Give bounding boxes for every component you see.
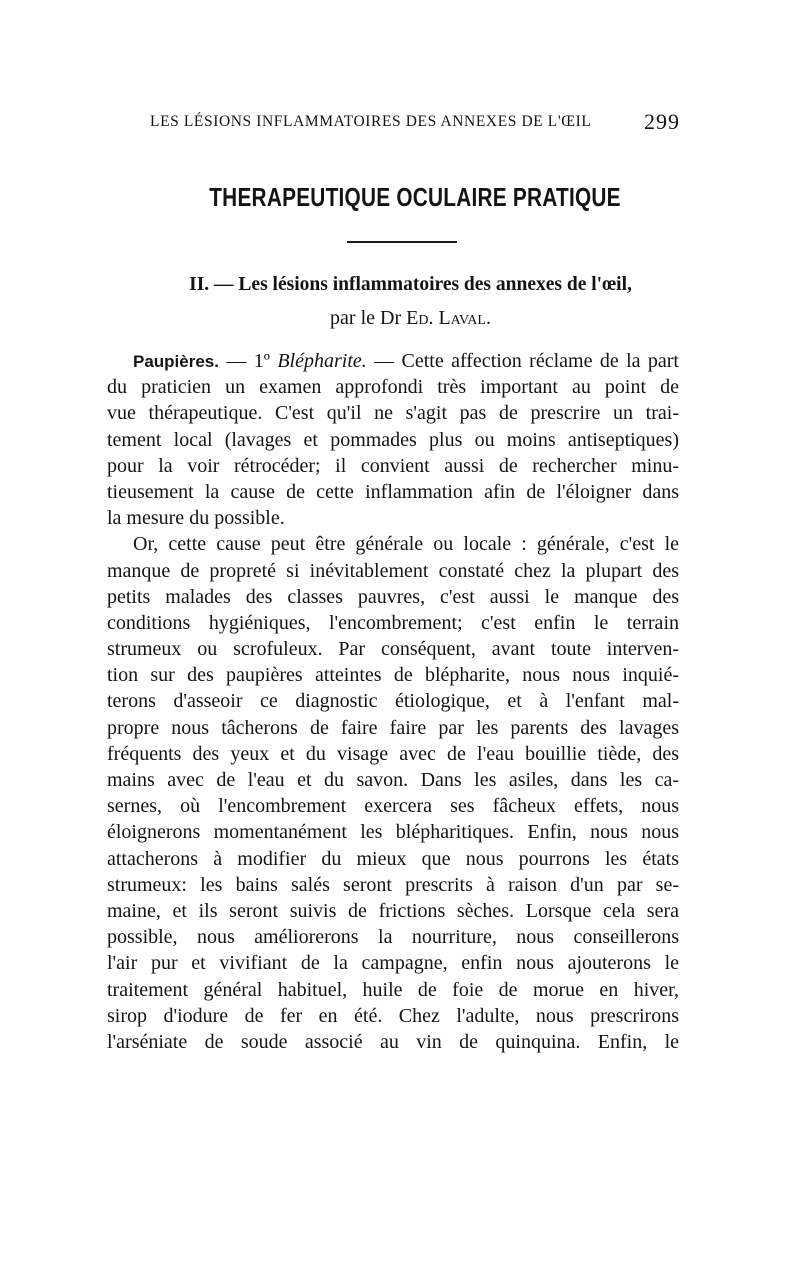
lead-label: Paupières.: [133, 352, 219, 371]
paragraph-line: tieusement la cause de cette inflammation afin de l'éloigner dans: [107, 480, 679, 503]
paragraph-line: Or, cette cause peut être générale ou locale : générale, c'est le: [133, 533, 679, 556]
paragraph-line: l'air pur et vivifiant de la campagne, enfin nous ajouterons le: [107, 952, 679, 975]
running-title: LES LÉSIONS INFLAMMATOIRES DES ANNEXES DE L'ŒIL: [150, 113, 592, 130]
paragraph-line: du praticien un examen approfondi très important au point de: [107, 376, 679, 399]
page-title: THERAPEUTIQUE OCULAIRE PRATIQUE: [209, 182, 621, 212]
paragraph-line: propre nous tâcherons de faire faire par les parents des lavages: [107, 716, 679, 739]
paragraph-line: attacherons à modifier du mieux que nous pourrons les états: [107, 847, 679, 870]
section-heading: II. — Les lésions inflammatoires des annexes de l'œil,: [189, 274, 632, 295]
paragraph-line: traitement général habituel, huile de foie de morue en hiver,: [107, 978, 679, 1001]
paragraph-line: éloignerons momentanément les blépharitiques. Enfin, nous nous: [107, 821, 679, 844]
body-text: [107, 348, 679, 1055]
paragraph-line: manque de propreté si inévitablement constaté chez la plupart des: [107, 559, 679, 582]
paragraph-line: la mesure du possible.: [107, 507, 285, 530]
paragraph-line: fréquents des yeux et du visage avec de l'eau bouillie tiède, des: [107, 742, 679, 765]
lead-italic: Blépharite.: [277, 350, 367, 372]
paragraph-line: l'arséniate de soude associé au vin de quinquina. Enfin, le: [107, 1030, 679, 1053]
paragraph-line: tion sur des paupières atteintes de blépharite, nous nous inquié-: [107, 664, 679, 687]
running-header: [150, 109, 680, 139]
paragraph-line: sernes, où l'encombrement exercera ses fâcheux effets, nous: [107, 795, 679, 818]
lead-dash: — 1º: [219, 350, 278, 372]
paragraph-line: tement local (lavages et pommades plus ou moins antiseptiques): [107, 428, 679, 451]
paragraph-line: terons d'asseoir ce diagnostic étiologique, et à l'enfant mal-: [107, 690, 679, 713]
paragraph-line: vue thérapeutique. C'est qu'il ne s'agit pas de prescrire un trai-: [107, 402, 679, 425]
paragraph-line: conditions hygiéniques, l'encombrement; c'est enfin le terrain: [107, 611, 679, 634]
paragraph-line: sirop d'iodure de fer en été. Chez l'adulte, nous prescrirons: [107, 1004, 679, 1027]
byline-prefix: par le Dr: [330, 307, 402, 329]
paragraph-line: maine, et ils seront suivis de frictions sèches. Lorsque cela sera: [107, 899, 679, 922]
paragraph-line: possible, nous améliorerons la nourriture, nous conseillerons: [107, 926, 679, 949]
author-name: Ed. Laval.: [406, 307, 491, 329]
paragraph-line: strumeux ou scrofuleux. Par conséquent, avant toute interven-: [107, 638, 679, 661]
paragraph-line: petits malades des classes pauvres, c'est aussi le manque des: [107, 585, 679, 608]
paragraph-line: mains avec de l'eau et du savon. Dans les asiles, dans les ca-: [107, 769, 679, 791]
author-byline: [138, 307, 683, 330]
paragraph-line-text: — Cette affection réclame de la part: [366, 350, 679, 372]
page-number: 299: [644, 109, 680, 134]
paragraph-line: [107, 348, 679, 374]
title-divider: [347, 241, 457, 243]
paragraph-line: strumeux: les bains salés seront prescrits à raison d'un par se-: [107, 873, 679, 896]
paragraph-line: pour la voir rétrocéder; il convient aussi de rechercher minu-: [107, 454, 679, 477]
